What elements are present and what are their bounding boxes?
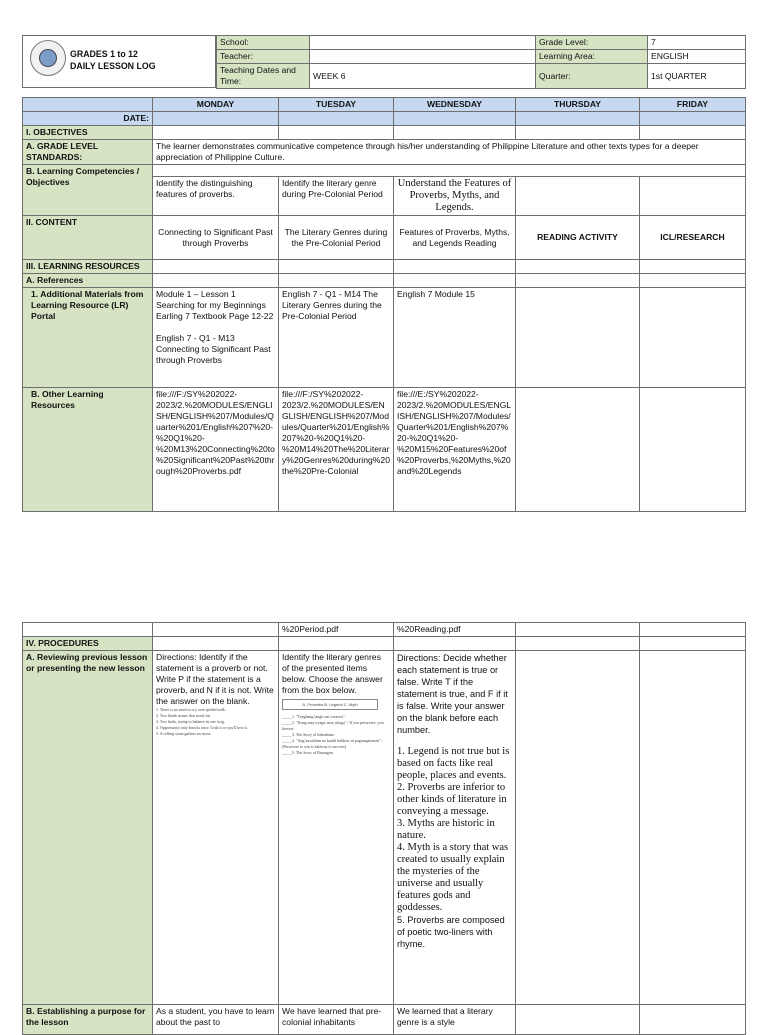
page-two <box>0 620 768 1027</box>
answer-choices-box: A. Proverbs B. Legend C. Myth <box>282 699 378 710</box>
review-monday-item: 4. Opportunity only knocks once. Grab it or you'll lose it. <box>156 725 248 730</box>
date-friday[interactable] <box>640 112 746 126</box>
content-thursday: READING ACTIVITY <box>516 216 640 260</box>
additional-wednesday: English 7 Module 15 <box>394 288 516 388</box>
review-tuesday-item: _____3. The Story of Sabadatan <box>282 732 334 737</box>
review-monday <box>153 651 279 1005</box>
procedures-heading: IV. PROCEDURES <box>23 637 153 651</box>
additional-materials-label: 1. Additional Materials from Learning Resource (LR) Portal <box>23 288 153 388</box>
date-thursday[interactable] <box>516 112 640 126</box>
review-monday-directions: Directions: Identify if the statement is a proverb or not. Write P if the statement is a proverb, and N if it is not. Write the answer on the blank. <box>156 652 274 706</box>
references-heading: A. References <box>23 274 153 288</box>
review-tuesday-directions: Identify the literary genres of the presented items below. Choose the answer from the box below. <box>282 652 383 695</box>
day-wednesday: WEDNESDAY <box>394 98 516 112</box>
lesson-table <box>22 97 746 512</box>
other-resources-monday-link[interactable]: file:///F:/SY%202022-2023/2.%20MODULES/ENGLISH/ENGLISH%207/Modules/Quarter%201/English%207%20-%20Q1%20-%20M13%20Connecting%20to%20Significant%20Past%20through%20Proverbs.pdf <box>153 388 279 512</box>
objectives-heading: I. OBJECTIVES <box>23 126 153 140</box>
review-monday-item: 2. Two blank stones that reach far. <box>156 713 211 718</box>
title-line-1: GRADES 1 to 12 <box>70 49 138 59</box>
review-monday-item: 5. A rolling stone gathers no moss. <box>156 731 212 736</box>
content-heading: II. CONTENT <box>23 216 153 260</box>
learning-area-field[interactable]: ENGLISH <box>648 50 746 64</box>
additional-monday-part2: English 7 - Q1 - M13 Connecting to Significant Past through Proverbs <box>156 333 271 365</box>
review-monday-items <box>156 707 275 737</box>
quarter-field[interactable]: 1st QUARTER <box>648 64 746 89</box>
additional-monday-part1: Module 1 – Lesson 1 Searching for my Beginnings Earling 7 Textbook Page 12-22 <box>156 289 274 321</box>
review-lesson-label: A. Reviewing previous lesson or presenting the new lesson <box>23 651 153 1005</box>
school-field[interactable] <box>310 36 536 50</box>
teaching-dates-label: Teaching Dates and Time: <box>217 64 310 89</box>
review-tuesday-item: _____4. "Ang kawitihan na kanili halikaw ni pagtangatumin" / (Persevere to win is halfway to success) <box>282 738 383 749</box>
header-info-table <box>216 35 746 89</box>
lesson-table-continued <box>22 622 746 1035</box>
teacher-field[interactable] <box>310 50 536 64</box>
competency-tuesday: Identify the literary genre during Pre-Colonial Period <box>279 177 394 216</box>
review-wednesday-item: 2. Proverbs are inferior to other kinds of literature in conveying a message. <box>397 782 507 817</box>
review-wednesday-directions: Directions: Decide whether each statement is true or false. Write T if the statement is true, and F if it is false. Write your answer on the blank before each number. <box>397 653 508 735</box>
resources-heading: III. LEARNING RESOURCES <box>23 260 153 274</box>
grade-level-label: Grade Level: <box>536 36 648 50</box>
content-wednesday: Features of Proverbs, Myths, and Legends Reading <box>394 216 516 260</box>
title-line-2: DAILY LESSON LOG <box>70 61 156 71</box>
other-resources-tuesday-link[interactable]: file:///F:/SY%202022-2023/2.%20MODULES/ENGLISH/ENGLISH%207/Modules/Quarter%201/English%207%20-%20Q1%20-%20M14%20The%20Literary%20Genres%20during%20the%20Pre-Colonial <box>279 388 394 512</box>
grade-level-standards-text: The learner demonstrates communicative competence through his/her understanding of Philippine Literature and other texts types for a deeper appreciation of Philippine Culture. <box>153 140 746 165</box>
review-tuesday <box>279 651 394 1005</box>
day-monday: MONDAY <box>153 98 279 112</box>
blank-header-cell <box>23 98 153 112</box>
day-friday: FRIDAY <box>640 98 746 112</box>
competencies-label: B. Learning Competencies / Objectives <box>23 165 153 216</box>
other-resources-label: B. Other Learning Resources <box>23 388 153 512</box>
review-monday-item: 3. Two birds, trying to balance in one twig. <box>156 719 225 724</box>
review-tuesday-item: _____2. "Kung may tiyaga, may nilaga" / If you persevere, you harvest <box>282 720 384 731</box>
grade-level-standards-label: A. GRADE LEVEL STANDARDS: <box>23 140 153 165</box>
purpose-tuesday: We have learned that pre-colonial inhabitants <box>279 1005 394 1035</box>
review-wednesday-item: 5. Proverbs are composed of poetic two-liners with rhyme. <box>397 915 505 949</box>
review-wednesday-item: 1. Legend is not true but is based on facts like real people, places and events. <box>397 746 510 781</box>
purpose-wednesday: We learned that a literary genre is a style <box>394 1005 516 1035</box>
school-label: School: <box>217 36 310 50</box>
learning-area-label: Learning Area: <box>536 50 648 64</box>
teaching-dates-field[interactable]: WEEK 6 <box>310 64 536 89</box>
other-resources-wednesday-link[interactable]: file:///E:/SY%202022-2023/2.%20MODULES/ENGLISH/ENGLISH%207/Modules/Quarter%201/English%207%20-%20Q1%20-%20M15%20Features%20of%20Proverbs,%20Myths,%20and%20Legends <box>394 388 516 512</box>
additional-tuesday: English 7 - Q1 - M14 The Literary Genres during the Pre-Colonial Period <box>279 288 394 388</box>
teacher-label: Teacher: <box>217 50 310 64</box>
content-monday: Connecting to Significant Past through Proverbs <box>153 216 279 260</box>
day-thursday: THURSDAY <box>516 98 640 112</box>
day-tuesday: TUESDAY <box>279 98 394 112</box>
purpose-monday: As a student, you have to learn about the past to <box>153 1005 279 1035</box>
continued-wednesday-link[interactable]: %20Reading.pdf <box>394 623 516 637</box>
review-wednesday-item: 3. Myths are historic in nature. <box>397 818 495 841</box>
content-tuesday: The Literary Genres during the Pre-Colonial Period <box>279 216 394 260</box>
review-wednesday-item: 4. Myth is a story that was created to usually explain the mysteries of the universe and usually features gods and goddesses. <box>397 842 509 913</box>
purpose-label: B. Establishing a purpose for the lesson <box>23 1005 153 1035</box>
quarter-label: Quarter: <box>536 64 648 89</box>
date-label: DATE: <box>23 112 153 126</box>
date-tuesday[interactable] <box>279 112 394 126</box>
additional-monday <box>153 288 279 388</box>
date-wednesday[interactable] <box>394 112 516 126</box>
competency-wednesday: Understand the Features of Proverbs, Myths, and Legends. <box>394 177 516 216</box>
header-logo-cell <box>22 35 216 88</box>
content-friday: ICL/RESEARCH <box>640 216 746 260</box>
continued-tuesday-link[interactable]: %20Period.pdf <box>279 623 394 637</box>
competency-monday: Identify the distinguishing features of proverbs. <box>153 177 279 216</box>
competencies-blank <box>153 165 746 177</box>
review-monday-item: 1. There is no need to cry over spilled milk. <box>156 707 226 712</box>
review-tuesday-item: _____1. "Tanghang langit nai tiwaraw" <box>282 714 345 719</box>
review-tuesday-item: _____5. The Story of Basangan <box>282 750 333 755</box>
review-wednesday <box>394 651 516 1005</box>
date-monday[interactable] <box>153 112 279 126</box>
review-wednesday-items <box>397 746 512 950</box>
grade-level-field[interactable]: 7 <box>648 36 746 50</box>
review-tuesday-items <box>282 714 390 756</box>
